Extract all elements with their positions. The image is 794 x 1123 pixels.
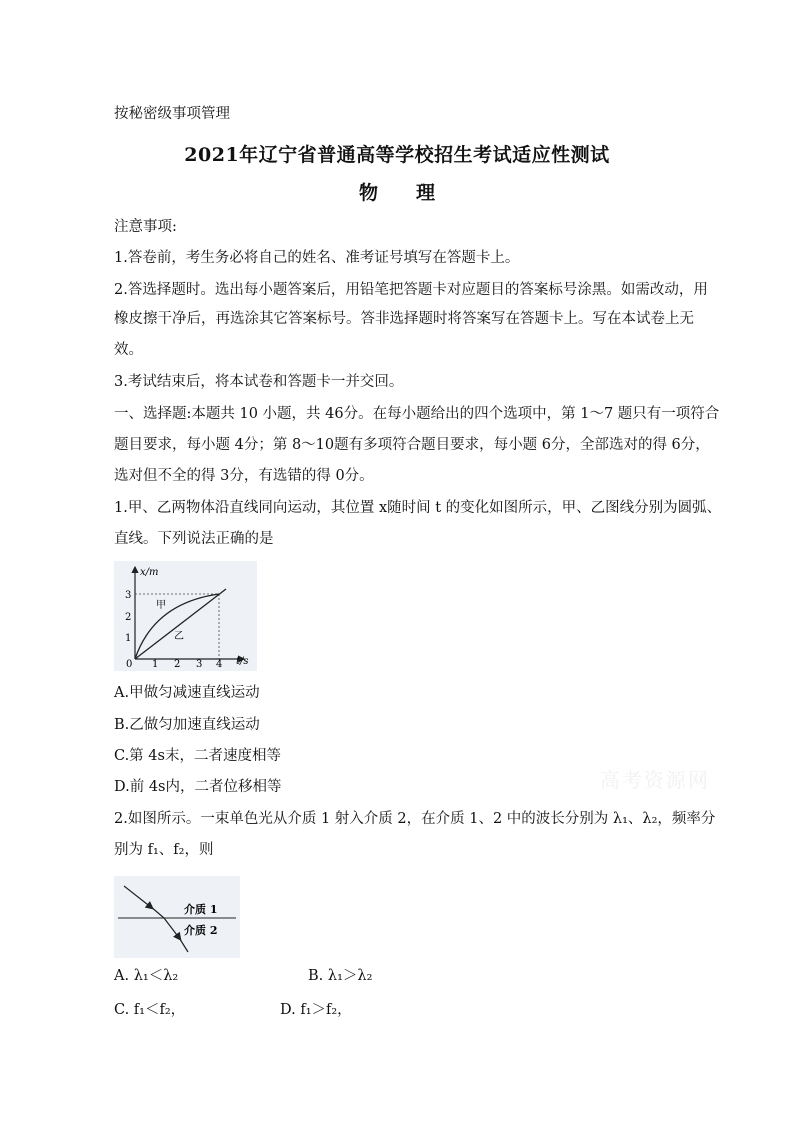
y-axis-label: x/m — [140, 567, 159, 578]
q1-option-b: B.乙做匀加速直线运动 — [114, 717, 260, 733]
q1-option-a: A.甲做匀减速直线运动 — [114, 685, 260, 701]
q2-option-d: D. f₁＞f₂， — [280, 1002, 352, 1018]
section1-line1: 一、选择题:本题共 10 小题，共 46分。在每小题给出的四个选项中，第 1～7 题只有一项符合 — [114, 406, 720, 422]
watermark: 高考资源网 — [600, 768, 710, 792]
y-tick-2: 2 — [125, 612, 132, 623]
secrecy-label: 按秘密级事项管理 — [114, 106, 230, 122]
origin-label: 0 — [126, 659, 133, 670]
line-yi — [135, 589, 226, 659]
y-tick-3: 3 — [125, 590, 132, 601]
y-tick-1: 1 — [125, 633, 132, 644]
q2-stem-line2: 别为 f₁、f₂，则 — [114, 842, 214, 858]
x-tick-4: 4 — [216, 659, 223, 670]
q1-option-d: D.前 4s内，二者位移相等 — [114, 779, 282, 795]
note-2-line1: 2.答选择题时。选出每小题答案后，用铅笔把答题卡对应题目的答案标号涂黑。如需改动，用 — [114, 282, 708, 298]
note-3: 3.考试结束后，将本试卷和答题卡一并交回。 — [114, 374, 404, 390]
refracted-ray — [164, 918, 180, 939]
medium2-label: 介质 2 — [184, 924, 218, 937]
medium1-label: 介质 1 — [184, 903, 218, 916]
q1-option-c: C.第 4s末，二者速度相等 — [114, 748, 281, 764]
label-jia: 甲 — [156, 600, 166, 611]
q2-option-a: A. λ₁＜λ₂ — [114, 968, 179, 984]
note-2-line3: 效。 — [114, 342, 143, 358]
label-yi: 乙 — [174, 631, 184, 642]
x-tick-2: 2 — [174, 659, 181, 670]
q2-option-c: C. f₁＜f₂， — [114, 1002, 186, 1018]
notes-heading: 注意事项: — [114, 219, 177, 235]
subject-title: 物 理 — [358, 182, 435, 204]
x-tick-3: 3 — [196, 659, 203, 670]
q2-stem-line1: 2.如图所示。一束单色光从介质 1 射入介质 2，在介质 1、2 中的波长分别为 λ₁、λ₂，频率分 — [114, 811, 716, 827]
refracted-ray-end — [178, 936, 188, 952]
note-2-line2: 橡皮擦干净后，再选涂其它答案标号。答非选择题时将答案写在答题卡上。写在本试卷上无 — [114, 311, 694, 327]
section1-line3: 选对但不全的得 3分，有选错的得 0分。 — [114, 468, 374, 484]
note-1: 1.答卷前，考生务必将自己的姓名、准考证号填写在答题卡上。 — [114, 250, 520, 266]
q2-option-b: B. λ₁＞λ₂ — [308, 968, 373, 984]
q1-stem-line1: 1.甲、乙两物体沿直线同向运动，其位置 x随时间 t 的变化如图所示，甲、乙图线分别为圆弧、 — [114, 500, 722, 516]
x-axis-label: t/s — [236, 656, 249, 667]
x-tick-1: 1 — [152, 659, 159, 670]
q2-refraction-diagram — [114, 876, 240, 958]
incident-ray — [124, 886, 152, 908]
section1-line2: 题目要求，每小题 4分；第 8～10题有多项符合题目要求，每小题 6分，全部选对的得 6分， — [114, 437, 710, 453]
exam-title: 2021年辽宁省普通高等学校招生考试适应性测试 — [184, 144, 610, 166]
q1-xt-graph — [114, 561, 257, 671]
incident-ray-end — [150, 906, 164, 918]
q1-stem-line2: 直线。下列说法正确的是 — [114, 531, 274, 547]
